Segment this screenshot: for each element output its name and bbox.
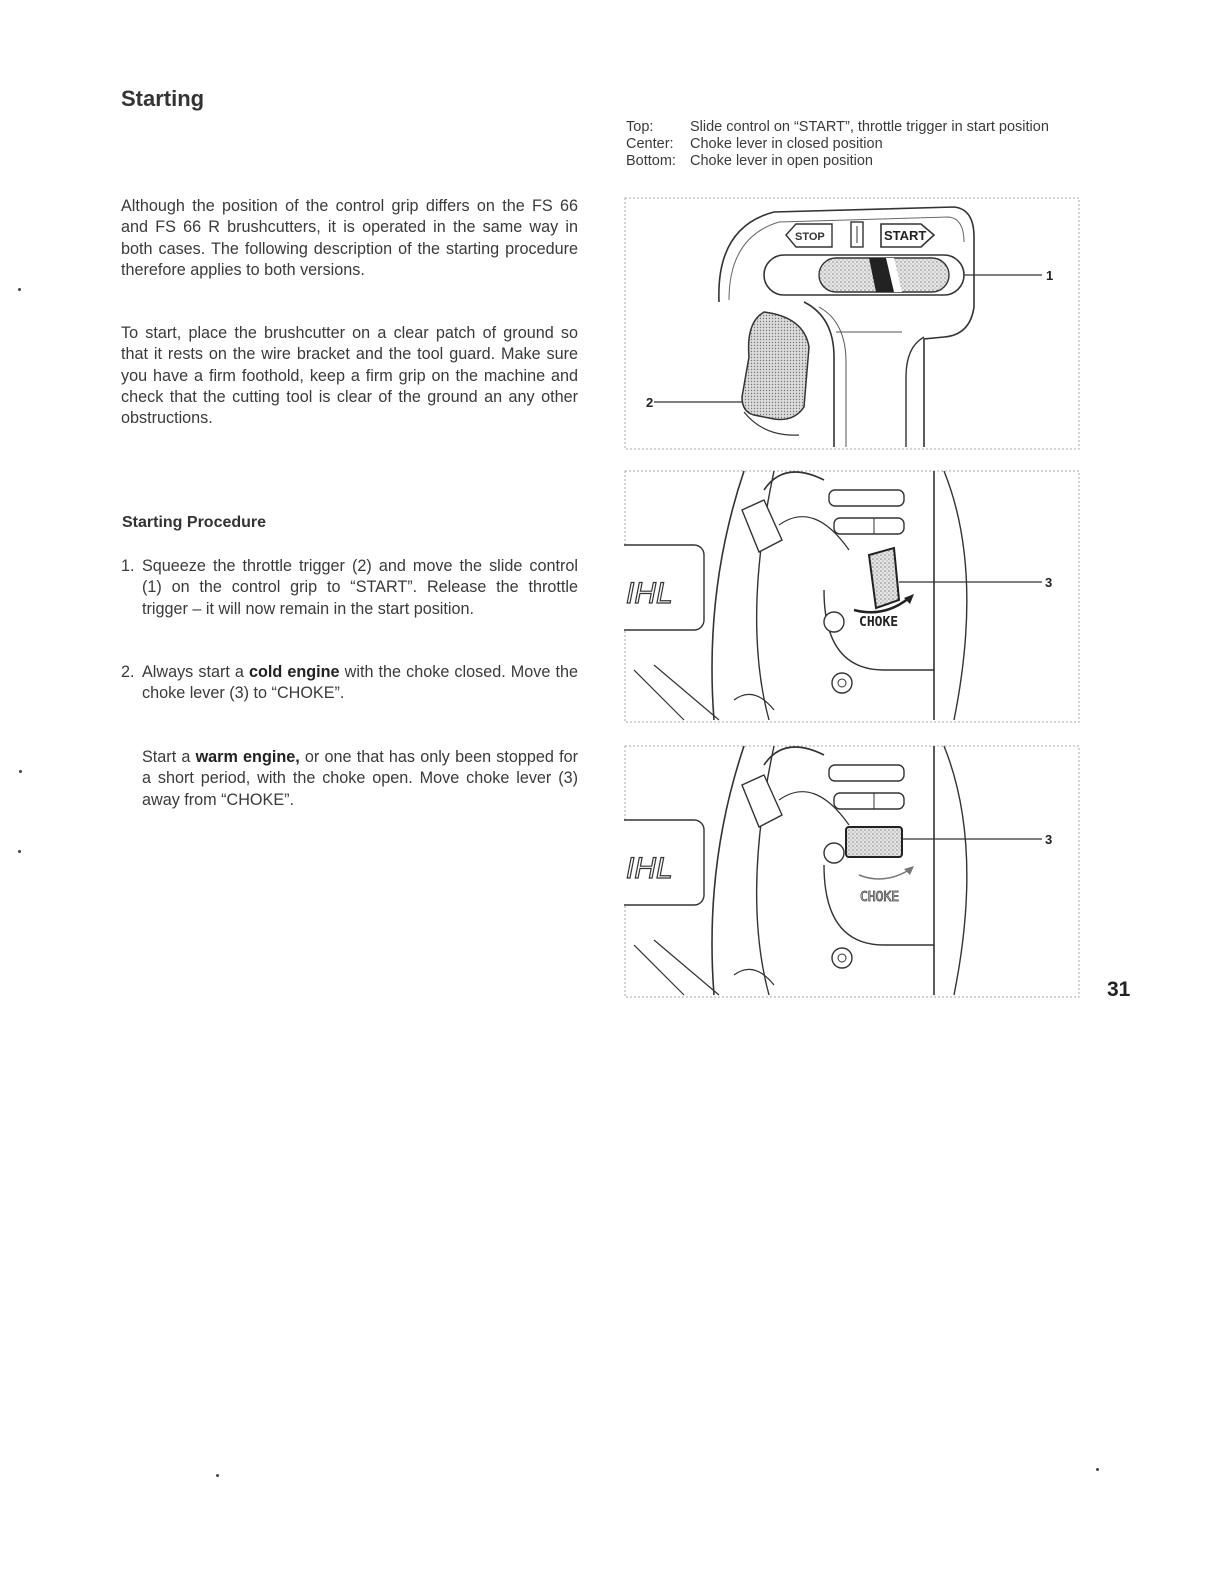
choke-lever-open[interactable]	[846, 827, 902, 857]
step-text	[142, 747, 578, 811]
grille-slot	[829, 765, 904, 781]
brand-fragment: IHL	[626, 577, 673, 610]
intro-paragraph-2: To start, place the brushcutter on a clear patch of ground so that it rests on the wire bracket and the tool guard. Make sure you have a firm foothold, keep a firm grip on the machine and check that the cutting tool is clear of the ground an any other obstructions.	[121, 324, 578, 428]
legend-text: Choke lever in open position	[690, 153, 873, 169]
throttle-trigger[interactable]	[742, 312, 809, 420]
step-text-post: with the choke closed. Move the choke lever (3) to “CHOKE”.	[142, 663, 578, 703]
screw-icon	[824, 612, 844, 632]
page-title: Starting	[121, 86, 205, 111]
step-text	[142, 662, 578, 705]
scan-speck	[216, 1474, 219, 1477]
page-number: 31	[1107, 978, 1131, 1001]
step-text-bold: warm engine,	[195, 748, 300, 766]
step-text-pre: Start a	[142, 748, 196, 766]
choke-label: CHOKE	[860, 890, 900, 905]
screw-icon	[832, 673, 852, 693]
step-text-post: or one that has only been stopped for a short period, with the choke open. Move choke lever (3) away from “CHOKE”.	[142, 748, 578, 809]
figure-control-grip	[624, 197, 1080, 450]
grille-slot	[834, 793, 904, 809]
step-2	[121, 662, 578, 705]
choke-lever-closed[interactable]	[869, 548, 899, 608]
grille-slot	[834, 518, 904, 534]
stop-label-plate	[786, 224, 832, 247]
step-1	[121, 556, 578, 620]
figure-legend	[626, 119, 1049, 170]
legend-key: Center:	[626, 136, 674, 152]
step-text-pre: Always start a	[142, 663, 250, 681]
legend-key: Top:	[626, 119, 654, 135]
legend-text: Slide control on “START”, throttle trigger in start position	[690, 119, 1049, 135]
start-label-plate	[881, 224, 934, 247]
choke-arrow-icon	[859, 870, 909, 879]
intro-paragraph-1: Although the position of the control grip differs on the FS 66 and FS 66 R brushcutters, it is operated in the same way in both cases. The following description of the starting procedure therefore applies to both versions.	[121, 197, 578, 279]
step-number: 2.	[121, 663, 135, 681]
grille-slot	[829, 490, 904, 506]
choke-label: CHOKE	[859, 615, 899, 630]
section-heading: Starting Procedure	[122, 514, 267, 531]
control-grip-illustration	[624, 197, 1080, 450]
callout-3: 3	[1045, 575, 1053, 590]
slide-control[interactable]	[819, 258, 949, 292]
legend-row-center	[626, 136, 1049, 153]
screw-icon	[832, 948, 852, 968]
scan-speck	[18, 850, 21, 853]
figure-choke-closed	[624, 470, 1080, 723]
stop-label: STOP	[795, 231, 825, 243]
callout-2: 2	[646, 395, 654, 410]
scan-speck	[19, 770, 22, 773]
legend-text: Choke lever in closed position	[690, 136, 883, 152]
legend-key: Bottom:	[626, 153, 676, 169]
scan-speck	[18, 288, 21, 291]
start-label: START	[884, 228, 927, 243]
callout-1: 1	[1046, 268, 1054, 283]
scan-speck	[1096, 1468, 1099, 1471]
step-text: Squeeze the throttle trigger (2) and move the slide control (1) on the control grip to “START”. Release the throttle trigger – it will now remain in the start position.	[142, 557, 578, 618]
figure-choke-open	[624, 745, 1080, 998]
legend-row-top	[626, 119, 1049, 136]
step-number: 1.	[121, 557, 135, 575]
legend-row-bottom	[626, 153, 1049, 170]
step-2-warm-note	[121, 747, 578, 811]
screw-icon	[824, 843, 844, 863]
callout-3: 3	[1045, 832, 1053, 847]
step-text-bold: cold engine	[249, 663, 340, 681]
choke-open-illustration	[624, 745, 1080, 998]
choke-closed-illustration	[624, 470, 1080, 723]
brand-fragment: IHL	[626, 852, 673, 885]
